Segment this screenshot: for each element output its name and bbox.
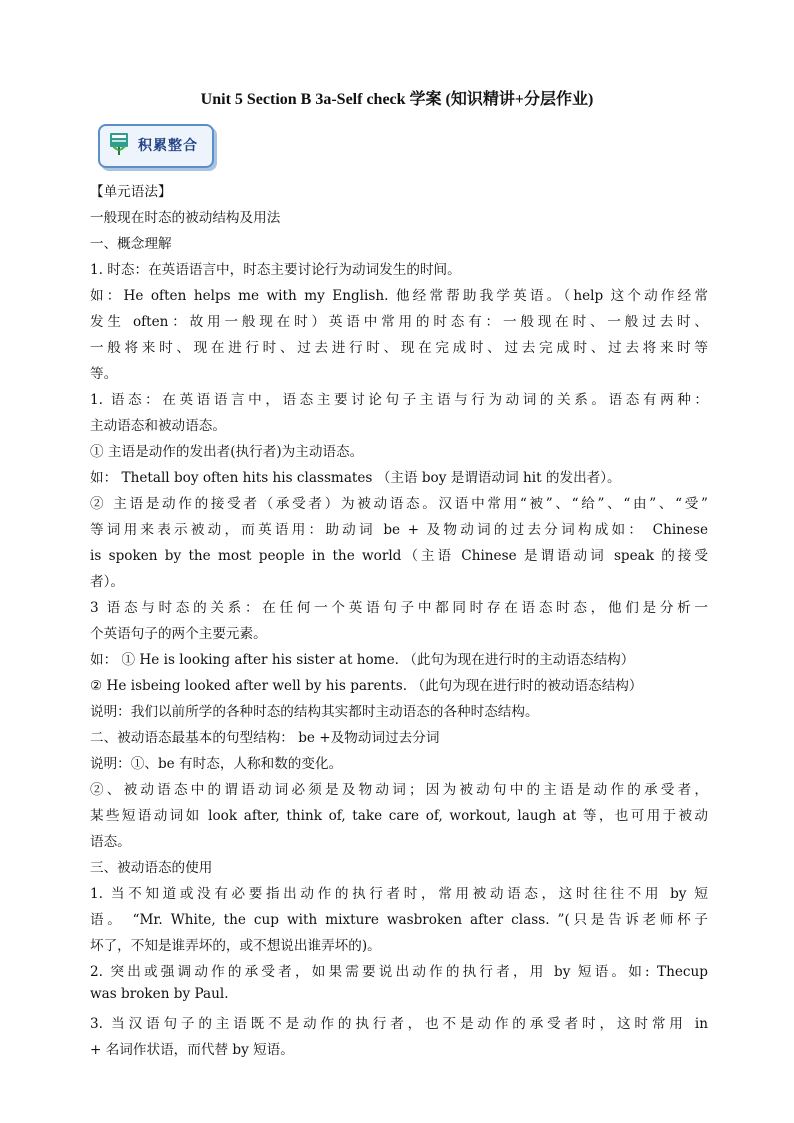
text-line: 发生 often：故用一般现在时）英语中常用的时态有：一般现在时、一般过去时、 — [90, 314, 708, 330]
book-plant-icon — [107, 131, 131, 157]
text-line: 1. 语态：在英语语言中，语态主要讨论句子主语与行为动词的关系。语态有两种： — [90, 392, 708, 408]
text-line: ② He isbeing looked after well by his parents. （此句为现在进行时的被动语态结构） — [90, 678, 643, 694]
text-line: 一般现在时态的被动结构及用法 — [90, 210, 281, 226]
text-line: is spoken by the most people in the world（主语 Chinese 是谓语动词 speak 的接受 — [90, 548, 708, 564]
text-line: 某些短语动词如 look after, think of, take care of, workout, laugh at 等，也可用于被动 — [90, 808, 708, 824]
text-line: 如： ① He is looking after his sister at home. （此句为现在进行时的主动语态结构） — [90, 652, 635, 668]
text-line: 个英语句子的两个主要元素。 — [90, 626, 267, 642]
text-line: 语。 “Mr. White, the cup with mixture wasbroken after class. ”(只是告诉老师杯子 — [90, 912, 708, 928]
text-line: 一般将来时、现在进行时、过去进行时、现在完成时、过去完成时、过去将来时等 — [90, 340, 708, 356]
text-line: 2. 突出或强调动作的承受者，如果需要说出动作的执行者，用 by 短语。如: Thecup — [90, 964, 708, 980]
text-line: 主动语态和被动语态。 — [90, 418, 226, 434]
text-line: ② 主语是动作的接受者（承受者）为被动语态。汉语中常用“被”、“给”、“由”、“受” — [90, 496, 708, 512]
text-line: + 名词作状语，而代替 by 短语。 — [90, 1042, 294, 1058]
text-line: 1. 当不知道或没有必要指出动作的执行者时，常用被动语态，这时往往不用 by 短 — [90, 886, 708, 902]
text-line: 如： Thetall boy often hits his classmates （主语 boy 是谓语动词 hit 的发出者）。 — [90, 470, 621, 486]
section-badge — [98, 124, 216, 168]
text-line: 一、概念理解 — [90, 236, 172, 252]
text-line: 1. 时态：在英语语言中，时态主要讨论行为动词发生的时间。 — [90, 262, 461, 278]
text-line: 说明：①、be 有时态，人称和数的变化。 — [90, 756, 343, 772]
text-line: 说明：我们以前所学的各种时态的结构其实都时主动语态的各种时态结构。 — [90, 704, 539, 720]
section-heading: 【单元语法】 — [90, 184, 172, 200]
text-line: 等词用来表示被动，而英语用：助动词 be + 及物动词的过去分词构成如： Chinese — [90, 522, 708, 538]
text-line: 3 语态与时态的关系：在任何一个英语句子中都同时存在语态时态，他们是分析一 — [90, 600, 708, 616]
text-line: 等。 — [90, 366, 118, 382]
badge-label: 积累整合 — [138, 138, 198, 154]
text-line: 二、被动语态最基本的句型结构： be +及物动词过去分词 — [90, 730, 440, 746]
text-line: 如：He often helps me with my English. 他经常帮助我学英语。（help 这个动作经常 — [90, 288, 708, 304]
text-line: 3. 当汉语句子的主语既不是动作的执行者，也不是动作的承受者时，这时常用 in — [90, 1016, 708, 1032]
text-line: was broken by Paul. — [90, 986, 229, 1002]
text-line: 坏了，不知是谁弄坏的，或不想说出谁弄坏的)。 — [90, 938, 381, 954]
text-line: 语态。 — [90, 834, 131, 850]
text-line: 三、被动语态的使用 — [90, 860, 213, 876]
text-line: ②、被动语态中的谓语动词必须是及物动词；因为被动句中的主语是动作的承受者， — [90, 782, 708, 798]
text-line: ① 主语是动作的发出者(执行者)为主动语态。 — [90, 444, 364, 460]
page-title: Unit 5 Section B 3a-Self check 学案 (知识精讲+分层作业) — [200, 91, 594, 108]
text-line: 者）。 — [90, 574, 124, 590]
